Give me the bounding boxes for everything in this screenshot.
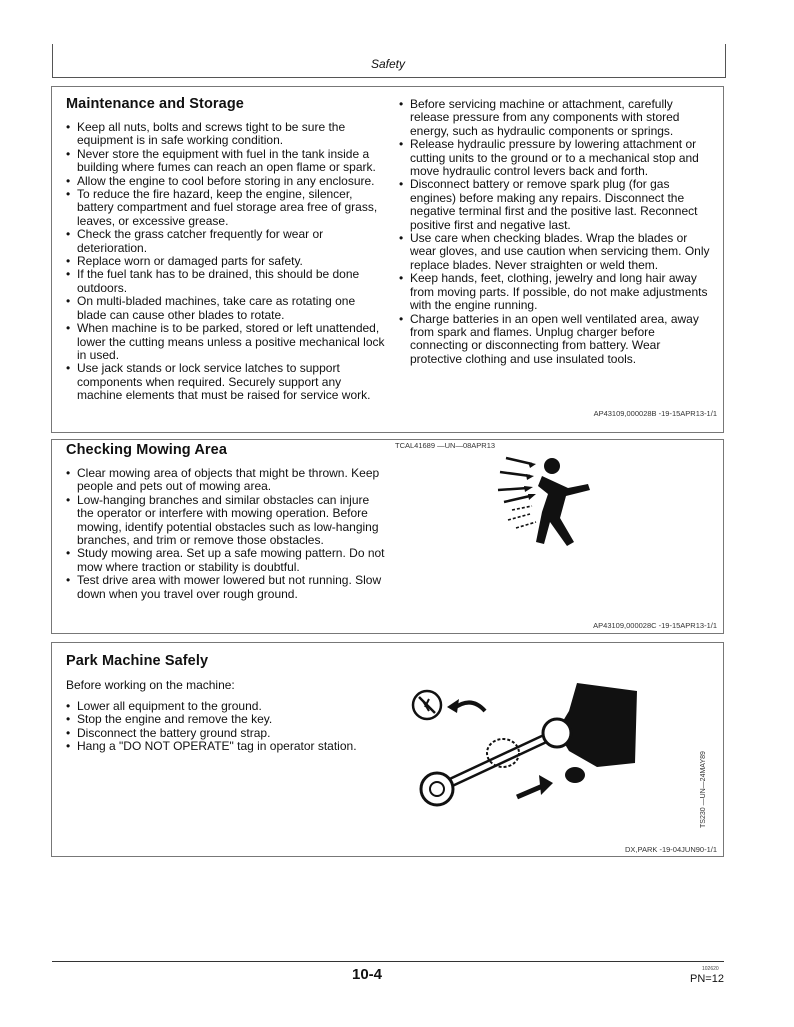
- list-item: • Never store the equipment with fuel in the tank inside a building where fumes can reach an open flame or spark.: [66, 148, 386, 175]
- list-item: • Replace worn or damaged parts for safety.: [66, 255, 386, 268]
- footer-rule: [52, 961, 724, 962]
- footer-pn: PN=12: [690, 973, 724, 985]
- thrown-object-warning-illustration: [492, 454, 607, 554]
- mowing-list: [66, 467, 388, 601]
- list-item: • Stop the engine and remove the key.: [66, 713, 386, 726]
- list-item: • If the fuel tank has to be drained, this should be done outdoors.: [66, 268, 386, 295]
- maintenance-section: [51, 86, 724, 433]
- maintenance-title: Maintenance and Storage: [66, 96, 244, 112]
- page-number: 10-4: [352, 966, 383, 983]
- mowing-section: [51, 439, 724, 634]
- list-item: • Check the grass catcher frequently for wear or deterioration.: [66, 228, 386, 255]
- list-item: • Release hydraulic pressure by lowering attachment or cutting units to the ground or to a mechanical stop and move hydraulic control levers back and forth.: [399, 138, 715, 178]
- maintenance-left-list: [66, 121, 386, 403]
- list-item: • Keep all nuts, bolts and screws tight to be sure the equipment is in safe working condition.: [66, 121, 386, 148]
- list-item: • On multi-bladed machines, take care as rotating one blade can cause other blades to rotate.: [66, 295, 386, 322]
- list-item: • To reduce the fire hazard, keep the engine, silencer, battery compartment and fuel storage area free of grass, leaves, or excessive grease.: [66, 188, 386, 228]
- list-item: • Before servicing machine or attachment, carefully release pressure from any components with stored energy, such as hydraulic components or springs.: [399, 98, 715, 138]
- list-item: • Test drive area with mower lowered but not running. Slow down when you travel over rough ground.: [66, 574, 388, 601]
- mowing-title: Checking Mowing Area: [66, 442, 227, 458]
- park-list: [66, 700, 386, 754]
- list-item: • When machine is to be parked, stored or left unattended, lower the cutting means unless a positive mechanical lock in used.: [66, 322, 386, 362]
- list-item: • Disconnect the battery ground strap.: [66, 727, 386, 740]
- list-item: • Use care when checking blades. Wrap the blades or wear gloves, and use caution when servicing them. Only replace blades. Never straighten or weld them.: [399, 232, 715, 272]
- list-item: • Charge batteries in an open well ventilated area, away from spark and flames. Unplug charger before connecting or disconnecting from battery. Wear protective clothing and use insulated tools.: [399, 313, 715, 367]
- page-header-title: Safety: [370, 57, 406, 71]
- list-item: • Keep hands, feet, clothing, jewelry and long hair away from moving parts. If possible, do not make adjustments with the engine running.: [399, 272, 715, 312]
- list-item: • Disconnect battery or remove spark plug (for gas engines) before making any repairs. Disconnect the negative terminal first and the positive last. Reconnect positive first and negative last.: [399, 178, 715, 232]
- park-image-code: TS230 —UN—24MAY89: [700, 751, 707, 828]
- maintenance-right-list: [399, 98, 715, 366]
- list-item: • Allow the engine to cool before storing in any enclosure.: [66, 175, 386, 188]
- mowing-ref-code: AP43109,000028C -19-15APR13-1/1: [593, 621, 717, 630]
- list-item: • Clear mowing area of objects that might be thrown. Keep people and pets out of mowing area.: [66, 467, 388, 494]
- list-item: • Low-hanging branches and similar obstacles can injure the operator or interfere with mowing operation. Before mowing, identify potential obstacles such as low-hanging branches, and trim or remove those obstacles.: [66, 494, 388, 548]
- list-item: • Lower all equipment to the ground.: [66, 700, 386, 713]
- footer-tiny-code: 102620: [702, 966, 719, 972]
- park-key-illustration: [407, 671, 647, 811]
- list-item: • Use jack stands or lock service latches to support components when required. Securely support any machine elements that must be raised for service work.: [66, 362, 386, 402]
- park-title: Park Machine Safely: [66, 653, 209, 669]
- mowing-image-code: TCAL41689 —UN—08APR13: [395, 441, 496, 450]
- list-item: • Hang a "DO NOT OPERATE" tag in operator station.: [66, 740, 386, 753]
- park-ref-code: DX,PARK -19-04JUN90-1/1: [625, 845, 717, 854]
- list-item: • Study mowing area. Set up a safe mowing pattern. Do not mow where traction or stability is doubtful.: [66, 547, 388, 574]
- park-intro: Before working on the machine:: [66, 678, 235, 692]
- maintenance-ref-code: AP43109,000028B -19-15APR13-1/1: [593, 409, 717, 418]
- park-section: [51, 642, 724, 857]
